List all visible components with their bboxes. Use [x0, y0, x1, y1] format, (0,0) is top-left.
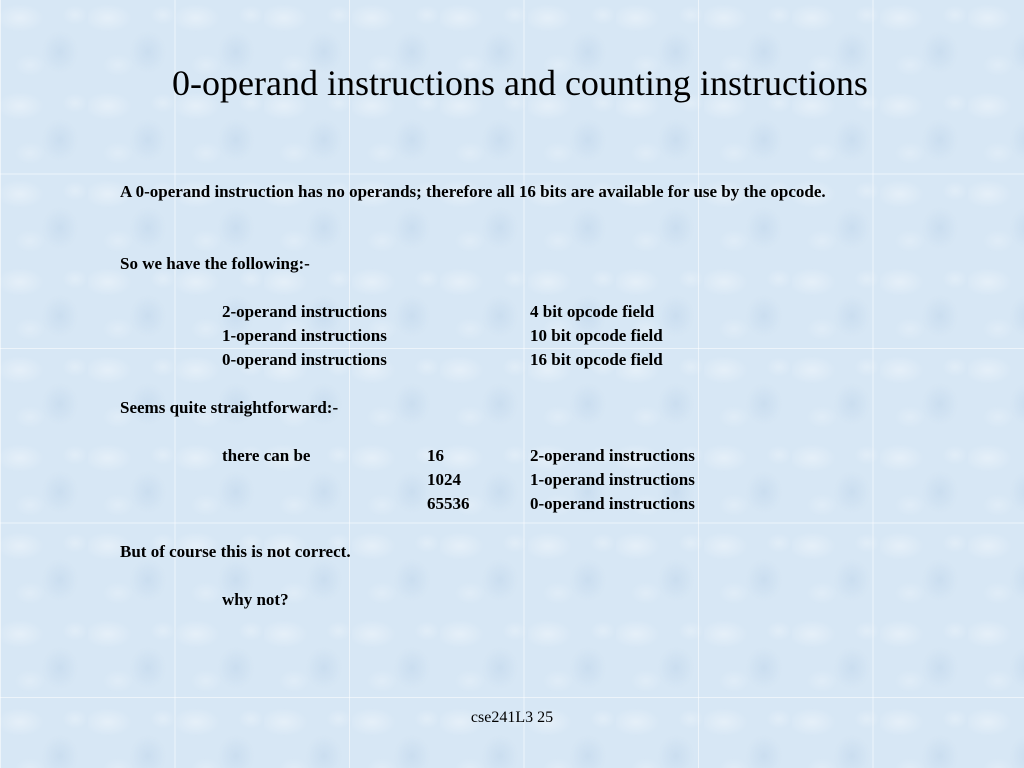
not-correct-statement: But of course this is not correct.: [120, 542, 351, 561]
instruction-type: 1-operand instructions: [530, 470, 695, 489]
instruction-type: 2-operand instructions: [530, 446, 695, 465]
opcode-table-row: [0, 348, 1024, 372]
opcode-field: 4 bit opcode field: [530, 302, 655, 321]
instruction-count: 16: [427, 446, 444, 465]
count-table-row: [0, 492, 1024, 516]
instruction-count: 1024: [427, 470, 461, 489]
instruction-type: 0-operand instructions: [222, 350, 387, 369]
straightforward-heading: Seems quite straightforward:-: [120, 398, 339, 417]
why-not-question: why not?: [222, 590, 289, 609]
instruction-count: 65536: [427, 494, 470, 513]
count-table-row: [0, 468, 1024, 492]
opcode-table-row: [0, 300, 1024, 324]
opcode-field: 16 bit opcode field: [530, 350, 663, 369]
following-heading: So we have the following:-: [120, 254, 310, 273]
slide-footer: cse241L3 25: [470, 709, 554, 726]
count-prefix: there can be: [222, 446, 311, 465]
count-table-row: [0, 444, 1024, 468]
intro-paragraph: A 0-operand instruction has no operands; therefore all 16 bits are available for use by the opcode.: [120, 182, 826, 201]
instruction-type: 2-operand instructions: [222, 302, 387, 321]
slide-title: 0-operand instructions and counting instructions: [172, 63, 868, 103]
opcode-table-row: [0, 324, 1024, 348]
opcode-field: 10 bit opcode field: [530, 326, 663, 345]
instruction-type: 0-operand instructions: [530, 494, 695, 513]
instruction-type: 1-operand instructions: [222, 326, 387, 345]
